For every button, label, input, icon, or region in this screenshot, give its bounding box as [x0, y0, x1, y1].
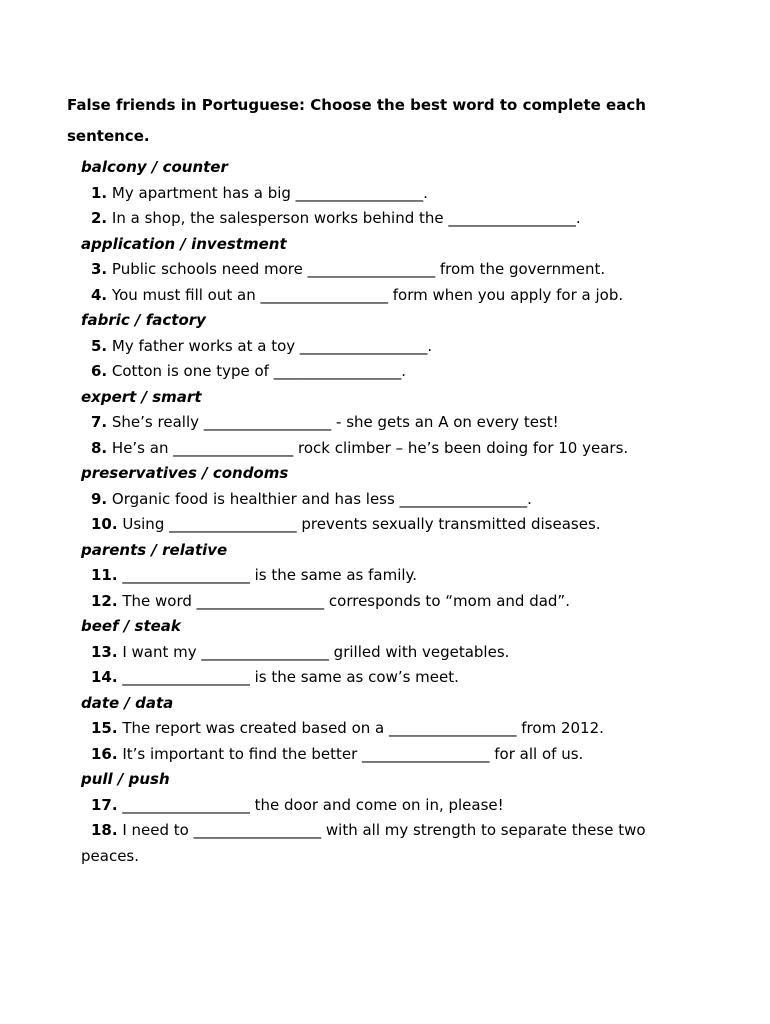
- sentence-text: She’s really _________________ - she gets an A on every test!: [107, 413, 559, 431]
- sentence-text: _________________ is the same as family.: [117, 566, 418, 584]
- worksheet-title: False friends in Portuguese: Choose the best word to complete each sentence.: [67, 96, 646, 145]
- sentence-text: Public schools need more _________________ from the government.: [107, 260, 606, 278]
- exercise-sentence: [81, 716, 701, 742]
- sentence-text: _________________ is the same as cow’s meet.: [117, 668, 459, 686]
- sentence-text: Organic food is healthier and has less _________________.: [107, 489, 532, 508]
- exercise-sentence: [81, 283, 701, 309]
- sentence-text: In a shop, the salesperson works behind the _________________.: [107, 209, 581, 227]
- exercise-sentence: [81, 206, 701, 232]
- sentence-number: 6.: [91, 362, 108, 380]
- word-pair-heading: date / data: [81, 693, 174, 712]
- sentence-number: 13.: [91, 642, 118, 661]
- sentence-number: 1.: [91, 183, 108, 202]
- sentence-text: Cotton is one type of _________________.: [107, 362, 406, 380]
- exercise-sentence: [81, 563, 701, 589]
- sentence-number: 8.: [91, 438, 108, 457]
- sentence-text: You must fill out an _________________ form when you apply for a job.: [107, 285, 624, 304]
- word-pair-heading: pull / push: [81, 770, 170, 788]
- exercise-list: [81, 155, 701, 869]
- sentence-text: Using _________________ prevents sexually transmitted diseases.: [117, 515, 601, 533]
- sentence-number: 4.: [91, 285, 108, 304]
- sentence-number: 14.: [91, 668, 118, 686]
- sentence-text: _________________ the door and come on in, please!: [117, 795, 504, 814]
- sentence-text: The word _________________ corresponds to “mom and dad”.: [117, 591, 570, 610]
- sentence-number: 15.: [91, 719, 118, 737]
- sentence-text: My father works at a toy _________________.: [107, 336, 433, 355]
- sentence-number: 9.: [91, 489, 108, 508]
- sentence-number: 3.: [91, 260, 108, 278]
- exercise-sentence: [81, 589, 701, 615]
- sentence-number: 16.: [91, 744, 118, 763]
- exercise-sentence: [81, 818, 701, 869]
- word-pair-heading: application / investment: [81, 234, 287, 253]
- sentence-text: The report was created based on a _________________ from 2012.: [117, 719, 604, 737]
- exercise-sentence: [81, 359, 701, 385]
- exercise-sentence: [81, 181, 701, 207]
- sentence-text: He’s an ________________ rock climber – he’s been doing for 10 years.: [107, 438, 629, 457]
- sentence-number: 2.: [91, 209, 108, 227]
- sentence-text: I need to _________________ with all my strength to separate these two peaces.: [81, 821, 646, 865]
- sentence-number: 18.: [91, 821, 118, 839]
- exercise-sentence: [81, 334, 701, 360]
- word-pair-heading: expert / smart: [81, 387, 202, 406]
- exercise-sentence: [81, 257, 701, 283]
- word-pair-heading: fabric / factory: [81, 311, 206, 329]
- sentence-number: 7.: [91, 413, 108, 431]
- sentence-number: 12.: [91, 591, 118, 610]
- sentence-number: 11.: [91, 566, 118, 584]
- exercise-sentence: [81, 436, 701, 462]
- sentence-text: It’s important to find the better _________________ for all of us.: [117, 744, 584, 763]
- sentence-text: My apartment has a big _________________.: [107, 183, 428, 202]
- sentence-number: 5.: [91, 336, 108, 355]
- exercise-sentence: [81, 742, 701, 768]
- exercise-sentence: [81, 512, 701, 538]
- sentence-text: I want my _________________ grilled with vegetables.: [117, 642, 510, 661]
- word-pair-heading: preservatives / condoms: [81, 464, 289, 482]
- word-pair-heading: beef / steak: [81, 617, 181, 635]
- exercise-sentence: [81, 410, 701, 436]
- sentence-number: 10.: [91, 515, 118, 533]
- sentence-number: 17.: [91, 795, 118, 814]
- exercise-sentence: [81, 665, 701, 691]
- word-pair-heading: balcony / counter: [81, 158, 228, 176]
- word-pair-heading: parents / relative: [81, 540, 228, 559]
- exercise-sentence: [81, 640, 701, 666]
- exercise-sentence: [81, 793, 701, 819]
- exercise-sentence: [81, 487, 701, 513]
